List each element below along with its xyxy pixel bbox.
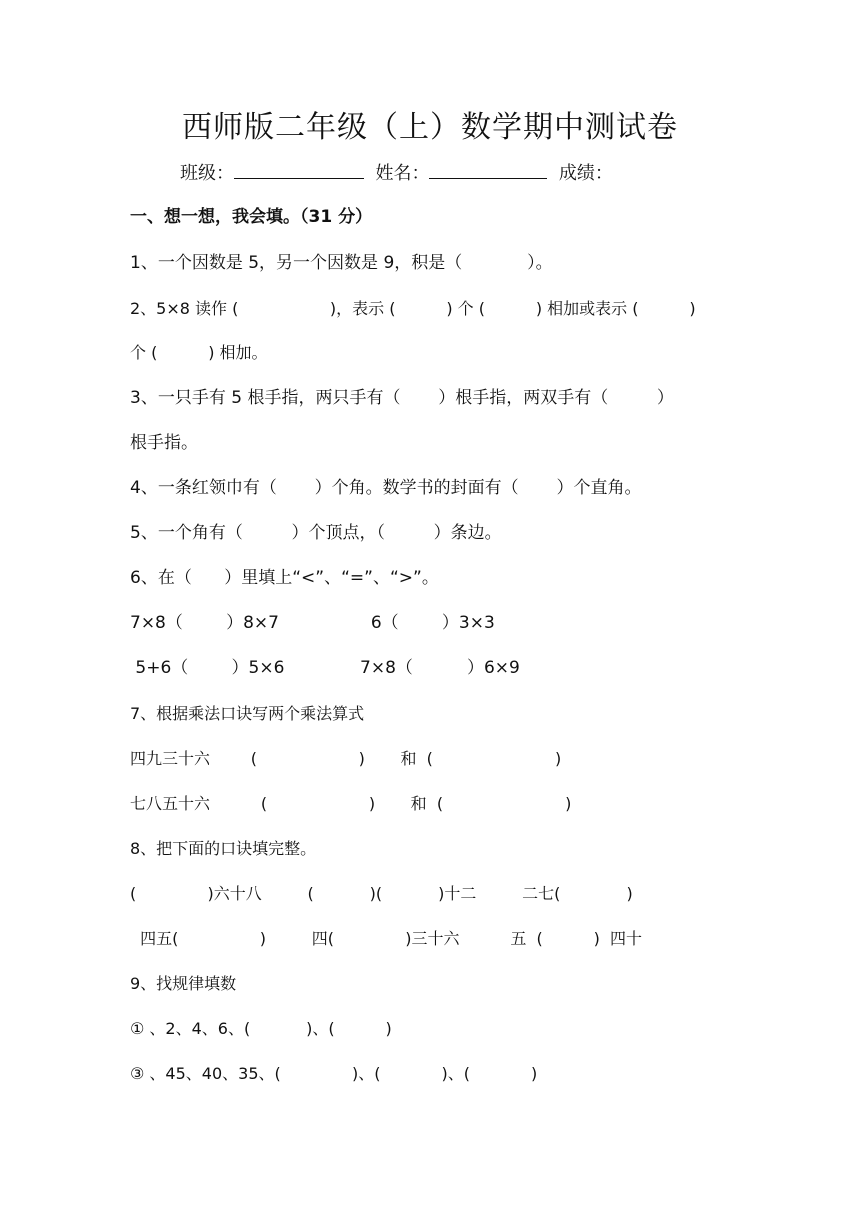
- question-5: 5、一个角有（ ）个顶点，（ ）条边。: [130, 523, 502, 543]
- question-6: 6、在（ ）里填上“<”、“=”、“>”。: [130, 568, 439, 588]
- question-3: 3、一只手有 5 根手指，两只手有（ ）根手指，两双手有（ ）: [130, 388, 674, 408]
- question-9: 9、找规律填数: [130, 974, 237, 993]
- formula-row-1: 四九三十六 ( ) 和 ( ): [130, 749, 562, 768]
- question-2-cont: 个 ( ) 相加。: [130, 343, 268, 362]
- rhyme-row-2: 四五( ) 四( )三十六 五 ( ) 四十: [130, 929, 643, 948]
- name-field[interactable]: [429, 160, 547, 179]
- question-2: 2、5×8 读作 ( )，表示 ( ) 个 ( ) 相加或表示 ( ): [130, 299, 696, 318]
- name-label: 姓名：: [375, 163, 430, 184]
- pattern-row-1: ① 、2、4、6、( )、( ): [130, 1019, 392, 1038]
- student-info-row: [180, 160, 613, 187]
- question-3-cont: 根手指。: [130, 433, 198, 453]
- score-label: 成绩：: [558, 163, 613, 184]
- pattern-row-2: ③ 、45、40、35、( )、( )、( ): [130, 1064, 538, 1083]
- page-title: 西师版二年级（上）数学期中测试卷: [182, 110, 678, 145]
- question-4: 4、一条红领巾有（ ）个角。数学书的封面有（ ）个直角。: [130, 478, 642, 498]
- formula-row-2: 七八五十六 ( ) 和 ( ): [130, 794, 572, 813]
- question-1: 1、一个因数是 5，另一个因数是 9，积是（ ）。: [130, 253, 553, 273]
- class-label: 班级：: [180, 163, 234, 184]
- rhyme-row-1: ( )六十八 ( )( )十二 二七( ): [130, 884, 633, 903]
- question-8: 8、把下面的口诀填完整。: [130, 839, 317, 858]
- compare-row-2: 5+6（ ）5×6 7×8（ ）6×9: [130, 658, 520, 678]
- section-heading: 一、想一想，我会填。（31 分）: [130, 207, 373, 227]
- question-7: 7、根据乘法口诀写两个乘法算式: [130, 704, 365, 723]
- class-field[interactable]: [234, 160, 364, 179]
- compare-row-1: 7×8（ ）8×7 6（ ）3×3: [130, 613, 495, 633]
